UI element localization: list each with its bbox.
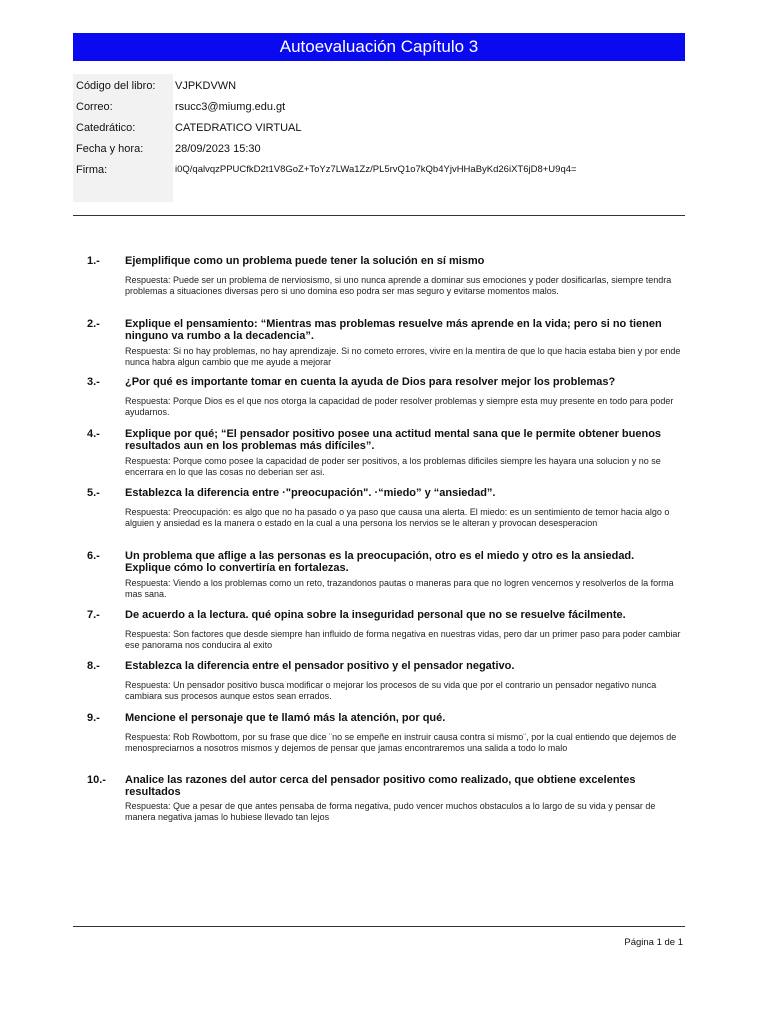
teacher-value: CATEDRATICO VIRTUAL: [175, 122, 302, 134]
info-values: [173, 74, 685, 202]
datetime-label: Fecha y hora:: [76, 143, 144, 155]
signature-label: Firma:: [76, 164, 108, 176]
footer-divider: [73, 926, 685, 927]
question-text: De acuerdo a la lectura. qué opina sobre la inseguridad personal que no se resuelve fácilmente.: [125, 609, 626, 621]
teacher-label: Catedrático:: [76, 122, 136, 134]
question-number: 10.-: [87, 774, 106, 786]
answer-text: Respuesta: Si no hay problemas, no hay aprendizaje. Si no cometo errores, vivire en la mentira de que lo que hacia estaba bien y por ende nunca habra algun cambio que me ayude a mejorar: [125, 346, 681, 367]
question-text: Establezca la diferencia entre el pensador positivo y el pensador negativo.: [125, 660, 515, 672]
answer-text: Respuesta: Preocupación: es algo que no ha pasado o ya paso que causa una alerta. El miedo: es un sentimiento de temor hacia algo o alguien y ansiedad es la manera o estado en la cual a una persona los nervios se le alteran y provocan desesperacion: [125, 507, 670, 528]
answer-text: Respuesta: Un pensador positivo busca modificar o mejorar los procesos de su vida que por el contrario un pensador negativo nunca cambiara sus procesos aunque estos sean errados.: [125, 680, 657, 701]
question-text: Mencione el personaje que te llamó más la atención, por qué.: [125, 712, 446, 724]
answer-text: Respuesta: Son factores que desde siempre han influido de forma negativa en nuestras vidas, pero dar un primer paso para poder cambiar ese panorama nos conducira al exito: [125, 629, 681, 650]
question-text: Establezca la diferencia entre ·"preocupación". ·“miedo” y “ansiedad”.: [125, 487, 496, 499]
answer-text: Respuesta: Porque como posee la capacidad de poder ser positivos, a los problemas dificiles siempre les hayara una solucion y no se encerrara en lo que las cosas no deberian ser asi.: [125, 456, 661, 477]
info-labels: [73, 74, 173, 202]
question-number: 5.-: [87, 487, 100, 499]
question-number: 4.-: [87, 428, 100, 440]
question-text: ¿Por qué es importante tomar en cuenta la ayuda de Dios para resolver mejor los problemas?: [125, 376, 616, 388]
page-title: Autoevaluación Capítulo 3: [73, 33, 685, 61]
email-value: rsucc3@miumg.edu.gt: [175, 101, 286, 113]
question-text: Un problema que aflige a las personas es la preocupación, otro es el miedo y otro es la ansiedad. Explique cómo lo convertiría en fortalezas.: [125, 550, 635, 574]
page-number: Página 1 de 1: [624, 937, 683, 948]
answer-text: Respuesta: Porque Dios es el que nos otorga la capacidad de poder resolver problemas y siempre esta muy presente en todo para poder ayudarnos.: [125, 396, 674, 417]
answer-text: Respuesta: Que a pesar de que antes pensaba de forma negativa, pudo vencer muchos obstaculos a lo largo de su vida y pensar de manera negativa jamas lo hubiese llevado tan lejos: [125, 801, 656, 822]
question-number: 2.-: [87, 318, 100, 330]
question-number: 8.-: [87, 660, 100, 672]
header-divider: [73, 215, 685, 216]
answer-text: Respuesta: Viendo a los problemas como un reto, trazandonos pautas o maneras para que no logren vencernos y resolverlos de la forma mas sana.: [125, 578, 674, 599]
book-code-value: VJPKDVWN: [175, 80, 237, 92]
question-text: Explique por qué; “El pensador positivo posee una actitud mental sana que le permite obtener buenos resultados aun en los problemas más difíciles”.: [125, 428, 662, 452]
info-table: [73, 74, 685, 202]
question-text: Explique el pensamiento: “Mientras mas problemas resuelve más aprende en la vida; pero si no tienen ninguno va rumbo a la decadencia”.: [125, 318, 662, 342]
book-code-label: Código del libro:: [76, 80, 156, 92]
email-label: Correo:: [76, 101, 113, 113]
answer-text: Respuesta: Rob Rowbottom, por su frase que dice ¨no se empeñe en instruir causa contra si mismo¨, por la cual entiendo que dejemos de menospreciarnos a nosotros mismos y dejemos de pensar que jamas encontraremos una salida a todo lo malo: [125, 732, 677, 753]
question-number: 1.-: [87, 255, 100, 267]
question-number: 9.-: [87, 712, 100, 724]
question-number: 7.-: [87, 609, 100, 621]
question-number: 6.-: [87, 550, 100, 562]
signature-value: i0Q/qalvqzPPUCfkD2t1V8GoZ+ToYz7LWa1Zz/PL5rvQ1o7kQb4YjvHHaByKd26iXT6jD8+U9q4=: [175, 164, 577, 175]
question-text: Analice las razones del autor cerca del pensador positivo como realizado, que obtiene excelentes resultados: [125, 774, 636, 798]
question-text: Ejemplifique como un problema puede tener la solución en sí mismo: [125, 255, 485, 267]
datetime-value: 28/09/2023 15:30: [175, 143, 261, 155]
question-number: 3.-: [87, 376, 100, 388]
answer-text: Respuesta: Puede ser un problema de nerviosismo, si uno nunca aprende a dominar sus emociones y poder dosificarlas, siempre tendra problemas a situaciones diversas pero si uno domina eso podra ser mas seguro y evitarse momentos malos.: [125, 275, 672, 296]
